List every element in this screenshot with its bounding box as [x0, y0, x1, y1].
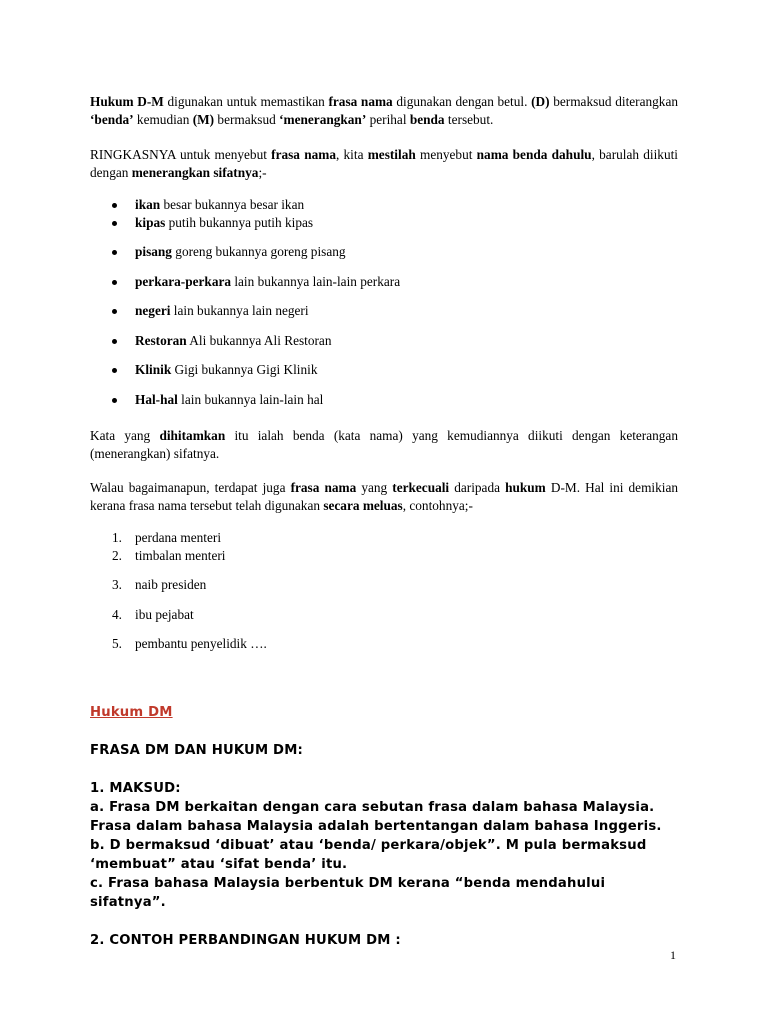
document-body	[90, 93, 678, 950]
text-run: ;-	[258, 164, 267, 180]
intro-paragraph-2	[90, 146, 678, 181]
text-run: untuk menyebut	[175, 147, 272, 162]
list-item: Klinik Gigi bukannya Gigi Klinik	[90, 361, 678, 379]
text-run: digunakan untuk memastikan	[163, 94, 329, 109]
bold-text: frasa nama	[271, 147, 336, 162]
text-run: itu ialah benda (kata nama) yang kemudiannya diikuti dengan keterangan (menerangkan) sifatnya.	[90, 428, 678, 461]
bold-text: nama benda dahulu	[476, 147, 592, 162]
list-item: 3. naib presiden	[112, 577, 207, 592]
section-heading-2: 2. CONTOH PERBANDINGAN HUKUM DM :	[90, 932, 401, 948]
bold-text: (D)	[531, 94, 550, 109]
paragraph-3	[90, 427, 678, 462]
subheading-maksud: 1. MAKSUD:	[90, 780, 181, 796]
text-run: perihal	[366, 111, 410, 127]
list-item: negeri lain bukannya lain negeri	[90, 302, 678, 320]
bold-text: menerangkan sifatnya	[131, 164, 259, 180]
bold-text: dihitamkan	[159, 428, 226, 443]
bold-text: secara meluas	[323, 497, 403, 513]
list-item: Hal-hal lain bukannya lain-lain hal	[90, 391, 678, 409]
exception-list	[90, 529, 678, 653]
section-heading: FRASA DM DAN HUKUM DM:	[90, 742, 304, 758]
bold-text: (M)	[192, 111, 215, 127]
bold-text: frasa nama	[290, 480, 357, 495]
text-run: digunakan dengan betul.	[392, 94, 532, 109]
text-run: RINGKASNYA	[90, 147, 176, 162]
list-item: 2. timbalan menteri	[112, 547, 226, 563]
text-run: D-M. Hal ini demikian kerana frasa nama tersebut telah digunakan	[90, 480, 679, 513]
bold-text: ‘benda’	[90, 111, 134, 127]
maksud-line: a. Frasa DM berkaitan dengan cara sebutan frasa dalam bahasa Malaysia.	[90, 799, 655, 815]
bold-text: hukum	[505, 480, 546, 495]
text-run: Walau bagaimanapun, terdapat juga	[90, 480, 291, 495]
list-item: 5. pembantu penyelidik ….	[112, 636, 267, 651]
text-run: daripada	[449, 480, 506, 495]
list-item: 4. ibu pejabat	[112, 606, 194, 622]
paragraph-4	[90, 479, 678, 514]
list-item: ikan besar bukannya besar ikan	[90, 196, 678, 214]
hukum-dm-link[interactable]: Hukum DM	[90, 704, 173, 720]
bold-text: Hukum D-M	[90, 94, 164, 109]
text-run: tersebut.	[444, 111, 494, 127]
text-run: yang	[356, 480, 393, 495]
text-run: , barulah diikuti dengan	[90, 147, 678, 180]
list-item: 1. perdana menteri	[112, 530, 222, 545]
text-run: bermaksud diterangkan	[549, 94, 679, 109]
maksud-line: c. Frasa bahasa Malaysia berbentuk DM kerana “benda mendahului sifatnya”.	[90, 875, 606, 910]
bold-text: benda	[409, 111, 445, 127]
list-item: pisang goreng bukannya goreng pisang	[90, 243, 678, 261]
page-number: 1	[670, 948, 676, 962]
bold-text: mestilah	[367, 147, 416, 162]
maksud-line: ‘membuat” atau ‘sifat benda’ itu.	[90, 856, 348, 872]
bold-text: terkecuali	[392, 480, 450, 495]
text-run: , contohnya;-	[402, 497, 473, 513]
intro-paragraph-1	[90, 93, 678, 128]
maksud-line: Frasa dalam bahasa Malaysia adalah bertentangan dalam bahasa Inggeris.	[90, 818, 662, 834]
text-run: Kata yang	[90, 428, 160, 443]
list-item: perkara-perkara lain bukannya lain-lain perkara	[90, 273, 678, 291]
example-list	[90, 196, 678, 408]
text-run: menyebut	[415, 147, 477, 162]
list-item: Restoran Ali bukannya Ali Restoran	[90, 332, 678, 350]
bold-text: frasa nama	[328, 94, 393, 109]
text-run: , kita	[335, 147, 368, 162]
bold-text: ‘menerangkan’	[279, 111, 367, 127]
list-item: kipas putih bukannya putih kipas	[90, 214, 678, 232]
text-run: bermaksud	[214, 111, 280, 127]
text-run: kemudian	[133, 111, 193, 127]
maksud-line: b. D bermaksud ‘dibuat’ atau ‘benda/ perkara/objek”. M pula bermaksud	[90, 837, 647, 853]
